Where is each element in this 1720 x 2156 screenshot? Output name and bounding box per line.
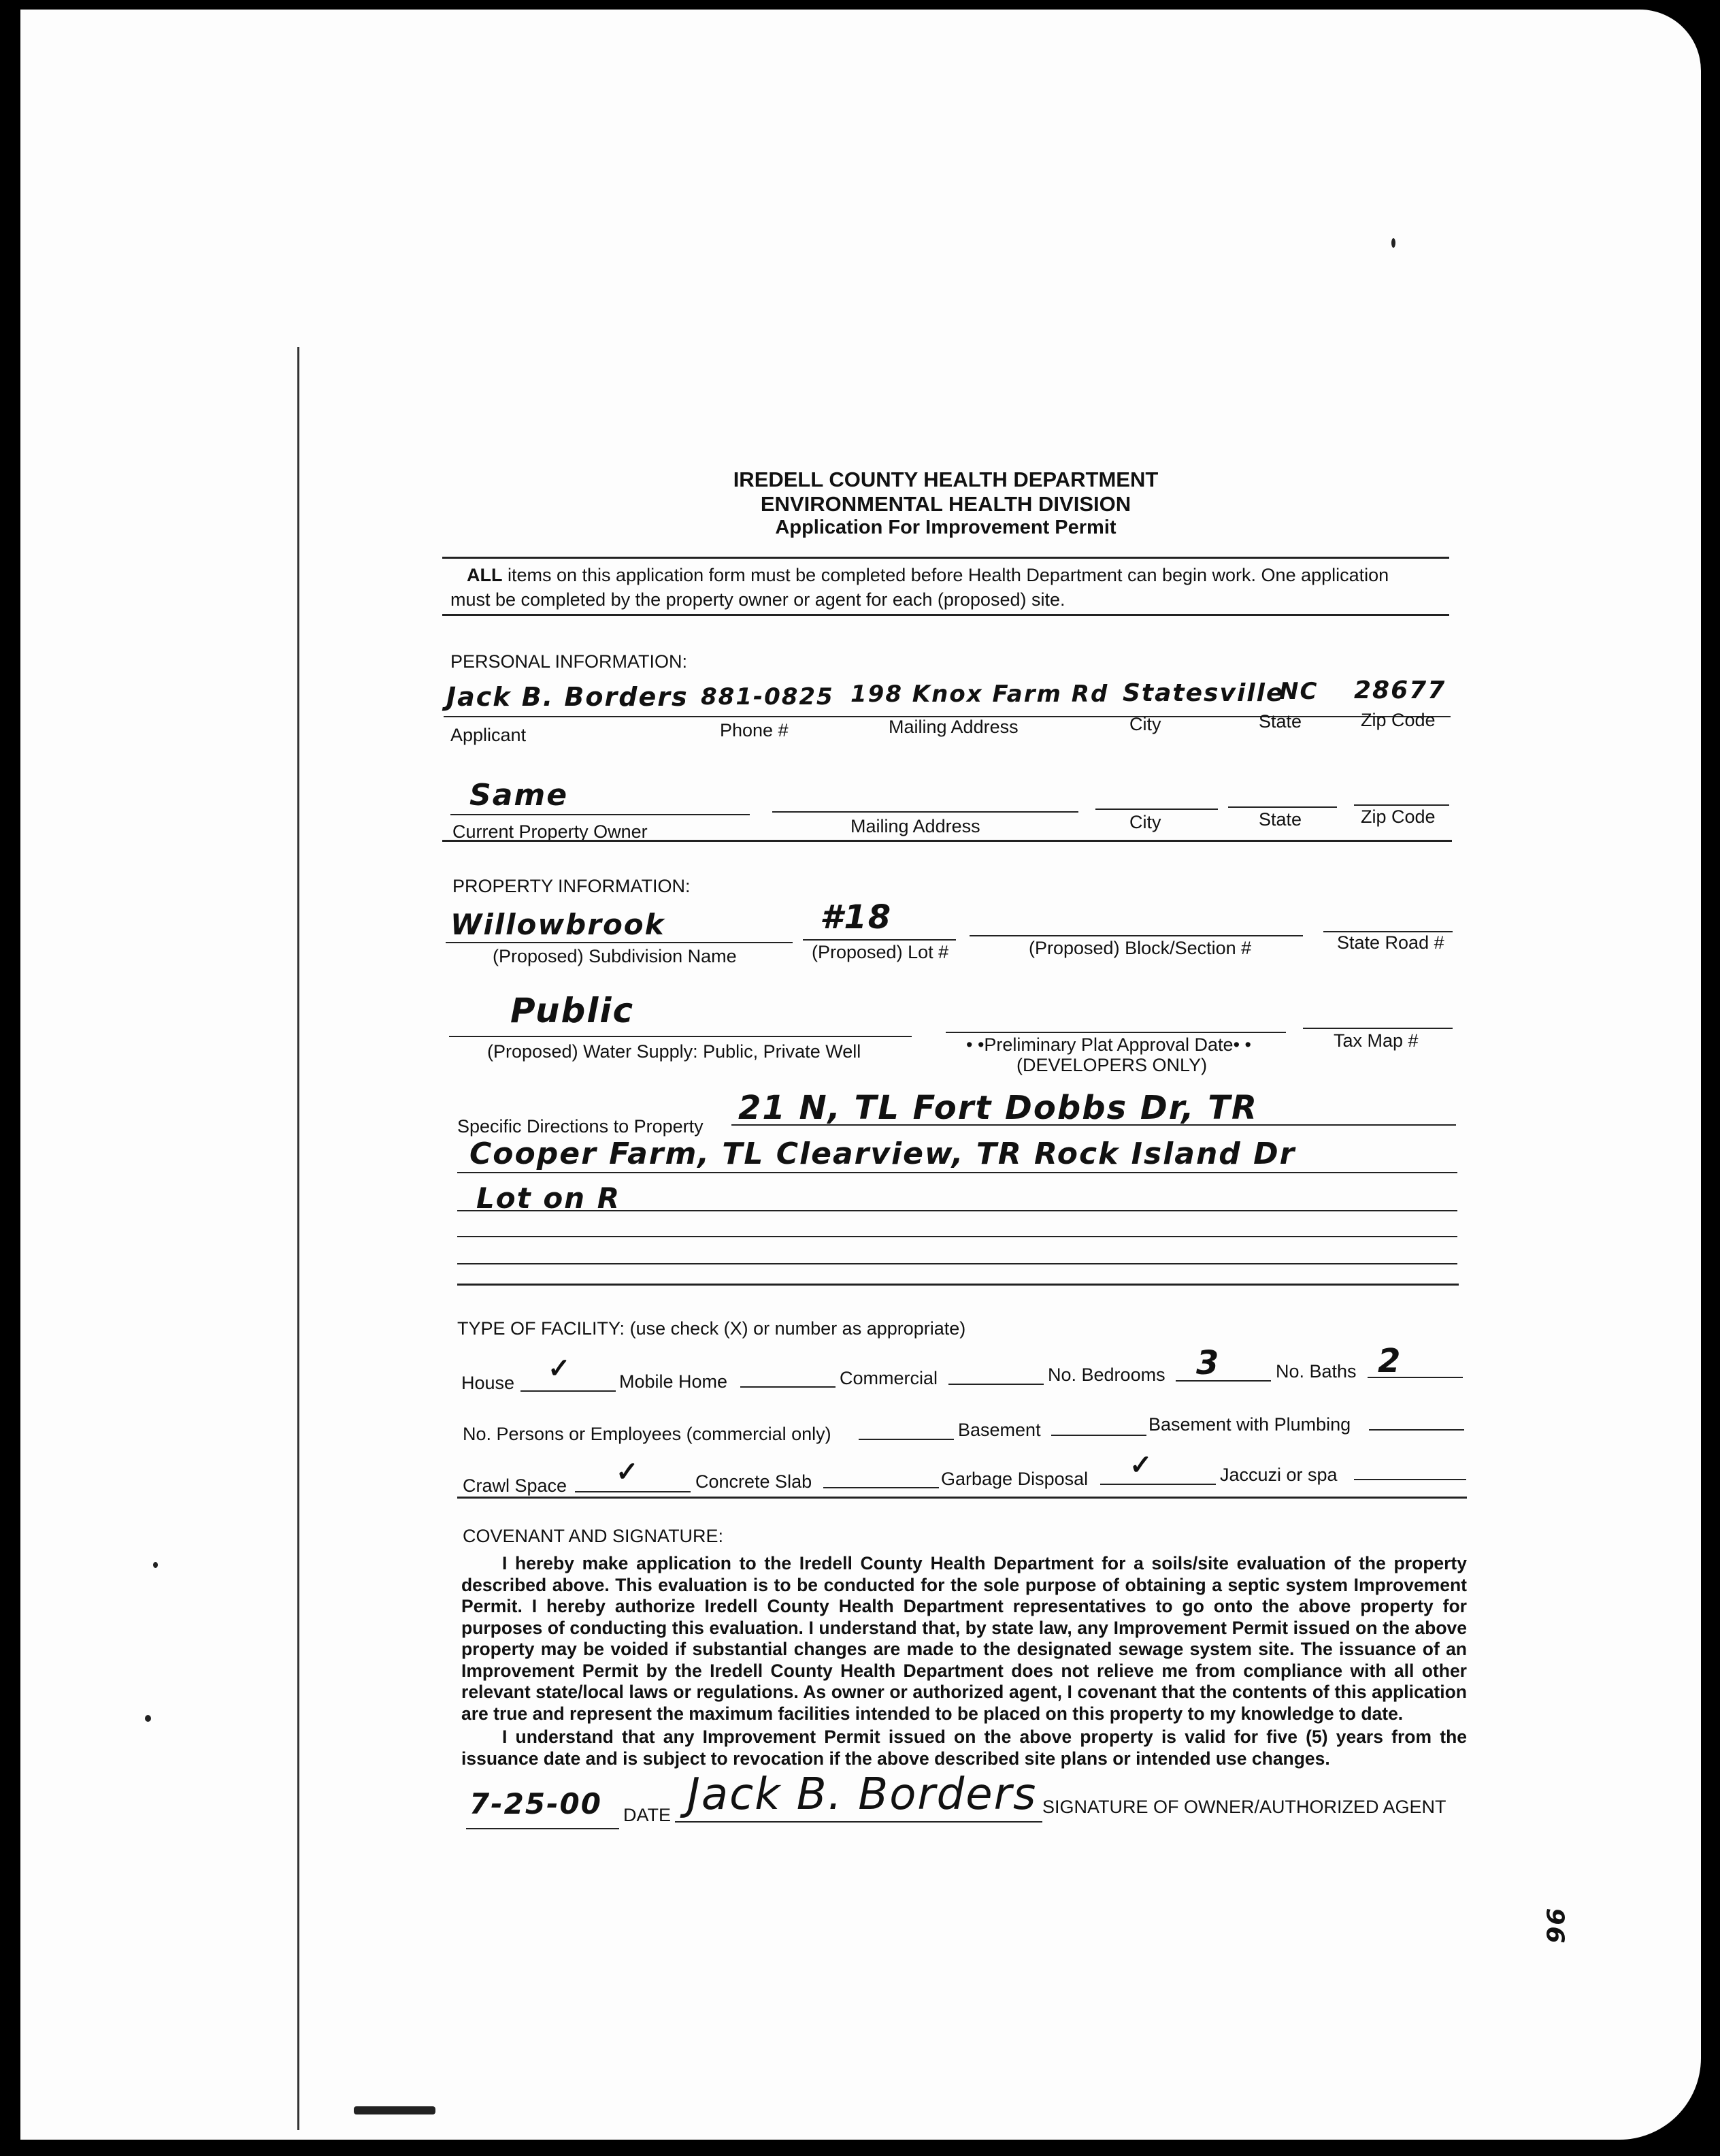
covenant-paragraph: I hereby make application to the Iredell County Health Department for a soils/site evaluation of the property described above. This evaluation is to be conducted for the sole purpose of obtaining a septic system Improvement Permit. I hereby authorize Iredell County Health Department representatives to go onto the above property for purposes of conducting this evaluation. I understand that, by state law, any Improvement Permit issued on the above property may be voided if substantial changes are made to the designated sewage system site. The issuance of an Improvement Permit by the Iredell County Health Department does not relieve me from compliance with all other relevant state/local laws or regulations. As owner or authorized agent, I covenant that the contents of this application are true and represent the maximum facilities intended to be placed on this property to my knowledge to date. xyxy=(461,1553,1467,1724)
signature-value[interactable]: Jack B. Borders xyxy=(687,1769,1038,1820)
house-check[interactable]: ✓ xyxy=(548,1354,571,1384)
basement-label: Basement xyxy=(958,1420,1041,1440)
field-line xyxy=(1354,1479,1466,1480)
division-title: ENVIRONMENTAL HEALTH DIVISION xyxy=(760,492,1131,516)
field-line xyxy=(520,1390,616,1392)
mailing-address-label: Mailing Address xyxy=(889,717,1019,737)
field-line xyxy=(1100,1484,1216,1485)
field-line xyxy=(859,1439,954,1440)
commercial-label: Commercial xyxy=(840,1368,938,1388)
rule xyxy=(457,1497,1467,1499)
plat-developers-note: (DEVELOPERS ONLY) xyxy=(1016,1055,1208,1075)
field-line xyxy=(449,1036,912,1037)
field-line xyxy=(450,814,750,815)
city-label: City xyxy=(1129,714,1161,734)
department-title: IREDELL COUNTY HEALTH DEPARTMENT xyxy=(733,468,1159,491)
validity-paragraph: I understand that any Improvement Permit issued on the above property is valid for five (5) years from the issuance date and is subject to revocation if the above described site plans or intended use changes. xyxy=(461,1727,1467,1769)
subdivision-label: (Proposed) Subdivision Name xyxy=(493,946,737,966)
field-line xyxy=(803,939,956,941)
zip-value[interactable]: 28677 xyxy=(1354,676,1446,704)
rule xyxy=(442,840,1452,842)
bedrooms-value[interactable]: 3 xyxy=(1196,1344,1221,1382)
water-supply-label: (Proposed) Water Supply: Public, Private Well xyxy=(487,1041,861,1062)
field-line xyxy=(946,1032,1286,1033)
directions-line-2[interactable]: Cooper Farm, TL Clearview, TR Rock Island Dr xyxy=(469,1137,1296,1171)
field-line xyxy=(446,942,793,943)
directions-line-1[interactable]: 21 N, TL Fort Dobbs Dr, TR xyxy=(738,1089,1258,1127)
block-label: (Proposed) Block/Section # xyxy=(1029,938,1252,958)
garbage-disposal-label: Garbage Disposal xyxy=(941,1469,1089,1489)
zip-label: Zip Code xyxy=(1361,710,1436,730)
field-line xyxy=(457,1236,1457,1237)
field-line xyxy=(457,1172,1457,1173)
rule xyxy=(442,557,1449,559)
rule xyxy=(457,1284,1459,1286)
signature-label: SIGNATURE OF OWNER/AUTHORIZED AGENT xyxy=(1042,1797,1446,1817)
field-line xyxy=(466,1828,619,1829)
field-line xyxy=(948,1384,1044,1385)
owner-value[interactable]: Same xyxy=(469,778,569,813)
city-value[interactable]: Statesville xyxy=(1123,679,1285,707)
intro-line-1: ALL items on this application form must be completed before Health Department can begin work. One application xyxy=(467,565,1389,585)
signature-line xyxy=(675,1821,1042,1823)
directions-line-3[interactable]: Lot on R xyxy=(476,1181,621,1215)
tax-map-label: Tax Map # xyxy=(1334,1030,1419,1051)
owner-mailing-label: Mailing Address xyxy=(850,816,980,836)
crawl-space-check[interactable]: ✓ xyxy=(616,1457,639,1487)
state-road-label: State Road # xyxy=(1337,932,1444,953)
plat-approval-label: • •Preliminary Plat Approval Date• • xyxy=(966,1034,1251,1055)
house-label: House xyxy=(461,1373,515,1393)
date-label: DATE xyxy=(623,1805,672,1825)
garbage-disposal-check[interactable]: ✓ xyxy=(1129,1450,1153,1480)
owner-state-label: State xyxy=(1259,809,1302,830)
applicant-value[interactable]: Jack B. Borders xyxy=(446,682,689,712)
field-line xyxy=(1228,806,1337,808)
field-line xyxy=(1369,1429,1464,1431)
field-line xyxy=(823,1487,939,1488)
water-supply-value[interactable]: Public xyxy=(510,991,635,1030)
baths-value[interactable]: 2 xyxy=(1378,1342,1402,1380)
field-line xyxy=(1354,804,1449,806)
lot-label: (Proposed) Lot # xyxy=(812,942,949,962)
applicant-label: Applicant xyxy=(450,725,527,745)
facility-heading: TYPE OF FACILITY: (use check (X) or number as appropriate) xyxy=(457,1318,966,1339)
persons-label: No. Persons or Employees (commercial only) xyxy=(463,1424,831,1444)
field-line xyxy=(970,935,1303,936)
field-line xyxy=(1095,808,1218,810)
margin-note: 96 xyxy=(1540,1908,1569,1945)
baths-label: No. Baths xyxy=(1276,1361,1357,1382)
rule xyxy=(442,614,1449,616)
mailing-address-value[interactable]: 198 Knox Farm Rd xyxy=(850,681,1109,708)
field-line xyxy=(457,1263,1457,1264)
field-line xyxy=(1176,1380,1271,1382)
personal-info-heading: PERSONAL INFORMATION: xyxy=(450,651,688,672)
field-line xyxy=(731,1124,1456,1126)
owner-city-label: City xyxy=(1129,812,1161,832)
form-title: Application For Improvement Permit xyxy=(775,517,1117,538)
concrete-slab-label: Concrete Slab xyxy=(695,1471,812,1492)
owner-zip-label: Zip Code xyxy=(1361,806,1436,827)
state-value[interactable]: NC xyxy=(1279,678,1319,705)
lot-value[interactable]: #18 xyxy=(820,898,893,936)
field-line xyxy=(457,1210,1457,1211)
phone-value[interactable]: 881-0825 xyxy=(701,683,834,710)
intro-line-2: must be completed by the property owner or agent for each (proposed) site. xyxy=(450,589,1065,610)
directions-label: Specific Directions to Property xyxy=(457,1116,704,1137)
property-info-heading: PROPERTY INFORMATION: xyxy=(452,876,691,896)
bedrooms-label: No. Bedrooms xyxy=(1048,1365,1165,1385)
field-line xyxy=(740,1386,836,1388)
subdivision-value[interactable]: Willowbrook xyxy=(450,908,665,941)
date-value[interactable]: 7-25-00 xyxy=(469,1787,602,1820)
jacuzzi-label: Jaccuzi or spa xyxy=(1220,1465,1338,1485)
owner-label: Current Property Owner xyxy=(452,821,648,842)
covenant-heading: COVENANT AND SIGNATURE: xyxy=(463,1526,724,1546)
basement-plumbing-label: Basement with Plumbing xyxy=(1148,1414,1351,1435)
mobile-home-label: Mobile Home xyxy=(619,1371,728,1392)
state-label: State xyxy=(1259,711,1302,732)
phone-label: Phone # xyxy=(720,720,789,740)
field-line xyxy=(772,811,1078,813)
field-line xyxy=(575,1491,691,1492)
crawl-space-label: Crawl Space xyxy=(463,1475,567,1496)
field-line xyxy=(1303,1028,1453,1029)
field-line xyxy=(1051,1435,1146,1436)
